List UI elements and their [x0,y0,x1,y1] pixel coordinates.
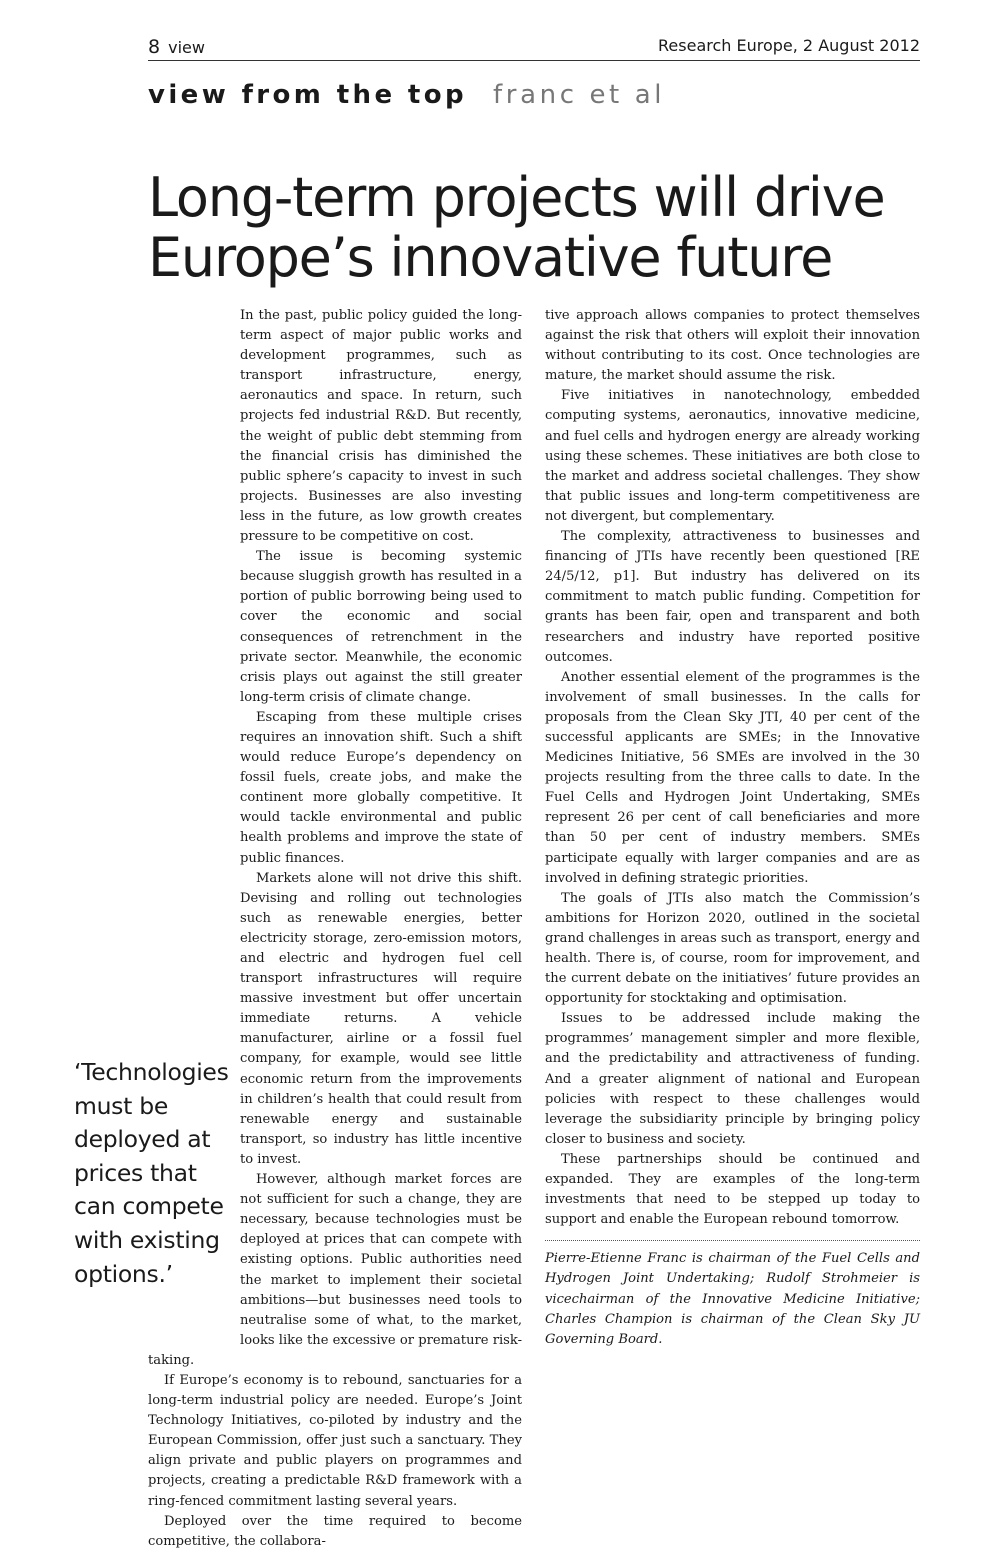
article-column-left [148,306,522,1552]
author-bio: Pierre-Etienne Franc is chairman of the Fuel Cells and Hydrogen Joint Undertaking; Rudolf Strohmeier is vicechairman of the Innovative Medicine Initiative; Charles Champion is chairman of the Clean Sky JU Governing Board. [545,1251,920,1347]
section-name: view [168,38,205,57]
article-column-right [545,306,920,1350]
paragraph: The issue is becoming systemic because sluggish growth has resulted in a portion of public borrowing being used to cover the economic and social consequences of retrenchment in the private sector. Meanwhile, the economic crisis plays out against the still greater long-term crisis of climate change. [240,549,522,705]
paragraph: If Europe’s economy is to rebound, sanctuaries for a long-term industrial policy are needed. Europe’s Joint Technology Initiatives, co-piloted by industry and the European Commission, offer just such a sanctuary. They align private and public players on programmes and projects, creating a predictable R&D framework with a ring-fenced commitment lasting several years. [148,1372,522,1509]
paragraph: The complexity, attractiveness to businesses and financing of JTIs have recently been questioned [RE 24/5/12, p1]. But industry has delivered on its commitment to match public funding. Competition for grants has been fair, open and transparent and both researchers and industry have reported positive outcomes. [545,529,920,665]
paragraph: Issues to be addressed include making the programmes’ management simpler and more flexible, and the predictability and attractiveness of funding. And a greater alignment of national and European policies with respect to these challenges would leverage the subsidiarity principle by bringing policy closer to business and society. [545,1011,920,1147]
column-kicker [148,80,665,110]
paragraph: The goals of JTIs also match the Commission’s ambitions for Horizon 2020, outlined in the societal grand challenges in areas such as transport, energy and health. There is, of course, room for improvement, and the current debate on the initiatives’ future provides an opportunity for stocktaking and optimisation. [545,890,920,1007]
paragraph: These partnerships should be continued and expanded. They are examples of the long-term investments that need to be stepped up today to support and enable the European rebound tomorrow. [545,1151,920,1228]
column-name: view from the top [148,80,468,110]
article-headline: Long-term projects will drive Europe’s innovative future [148,166,885,289]
paragraph: Escaping from these multiple crises requires an innovation shift. Such a shift would reduce Europe’s dependency on fossil fuels, create jobs, and make the continent more globally competitive. It would tackle environmental and public health problems and improve the state of public finances. [240,709,522,866]
page-number: 8 [148,36,161,58]
page-number-section [148,36,205,58]
page-header [148,34,920,61]
paragraph: Five initiatives in nanotechnology, embedded computing systems, aeronautics, innovative medicine, and fuel cells and hydrogen energy are already working using these schemes. These initiatives are both close to the market and address societal challenges. They show that public issues and long-term competitiveness are not divergent, but complementary. [545,388,920,524]
paragraph: In the past, public policy guided the long-term aspect of major public works and development programmes, such as transport infrastructure, energy, aeronautics and space. In return, such projects fed industrial R&D. But recently, the weight of public debt stemming from the financial crisis has diminished the public sphere’s capacity to invest in such projects. Businesses are also investing less in the future, as low growth creates pressure to be competitive on cost. [240,308,522,545]
column-author: franc et al [493,80,666,110]
publication-issue: Research Europe, 2 August 2012 [658,36,920,55]
paragraph: Deployed over the time required to become competitive, the collabora- [148,1513,522,1549]
paragraph: Markets alone will not drive this shift. Devising and rolling out technologies such as renewable energies, better electricity storage, zero-emission motors, and electric and hydrogen fuel cell transport infrastructures will require massive investment but offer uncertain immediate returns. A vehicle manufacturer, airline or a fossil fuel company, for example, would see little economic return from the improvements in children’s health that could result from renewable energy and sustainable transport, so industry has little incentive to invest. [240,870,522,1167]
paragraph: Another essential element of the programmes is the involvement of small businesses. In the calls for proposals from the Clean Sky JTI, 40 per cent of the successful applicants are SMEs; in the Innovative Medicines Initiative, 56 SMEs are involved in the 30 projects resulting from the three calls to date. In the Fuel Cells and Hydrogen Joint Undertaking, SMEs represent 26 per cent of call beneficiaries and more than 50 per cent of industry members. SMEs participate equally with larger companies and are as involved in defining strategic priorities. [545,669,920,886]
paragraph: However, although market forces are not sufficient for such a change, they are necessary, because technologies must be deployed at prices that can compete with existing options. Public authorities need the market to implement their societal ambitions—but businesses need tools to neutralise some of what, to the market, looks like the excessive or premature risk-taking. [148,1172,522,1368]
pull-quote: ‘Technologies must be deployed at prices that can compete with existing options.’ [74,1058,229,1288]
bio-separator [545,1240,920,1241]
paragraph: tive approach allows companies to protect themselves against the risk that others will exploit their innovation without contributing to its cost. Once technologies are mature, the market should assume the risk. [545,308,920,384]
